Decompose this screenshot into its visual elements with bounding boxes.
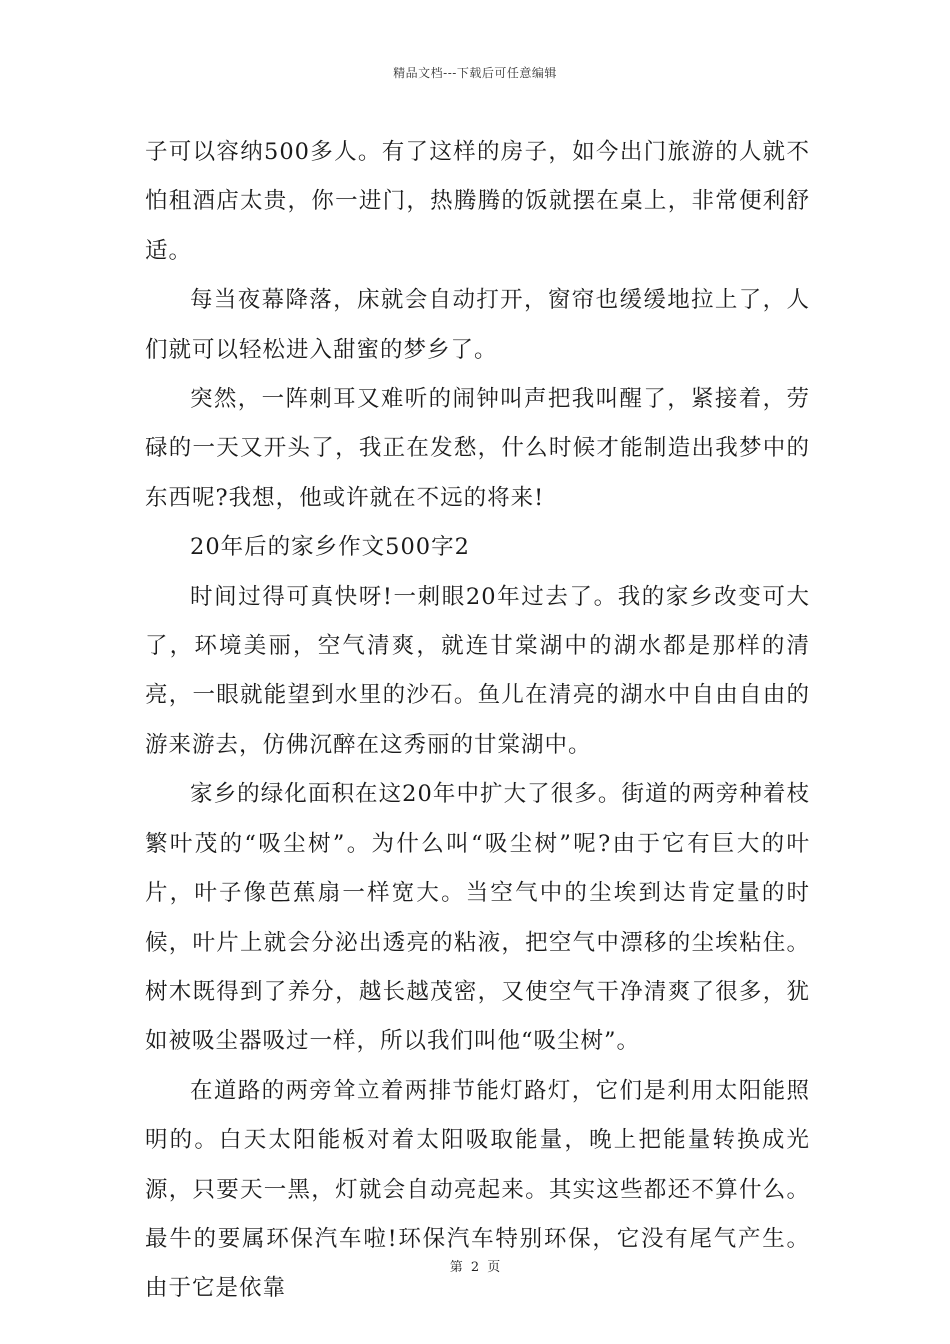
- document-body: [145, 128, 810, 1314]
- paragraph: 子可以容纳500多人。有了这样的房子，如今出门旅游的人就不怕租酒店太贵，你一进门，热腾腾的饭就摆在桌上，非常便利舒适。: [145, 139, 810, 264]
- page-label-prefix: 第: [449, 1260, 463, 1275]
- page-header: 精品文档---下载后可任意编辑: [393, 66, 557, 80]
- paragraph: 时间过得可真快呀!一刺眼20年过去了。我的家乡改变可大了，环境美丽，空气清爽，就连甘棠湖中的湖水都是那样的清亮，一眼就能望到水里的沙石。鱼儿在清亮的湖水中自由自由的游来游去，仿佛沉醉在这秀丽的甘棠湖中。: [145, 583, 810, 758]
- paragraph: 突然，一阵刺耳又难听的闹钟叫声把我叫醒了，紧接着，劳碌的一天又开头了，我正在发愁，什么时候才能制造出我梦中的东西呢?我想，他或许就在不远的将来!: [145, 386, 810, 511]
- page-number: 2: [470, 1260, 480, 1275]
- paragraph: 家乡的绿化面积在这20年中扩大了很多。街道的两旁种着枝繁叶茂的“吸尘树”。为什么叫“吸尘树”呢?由于它有巨大的叶片，叶子像芭蕉扇一样宽大。当空气中的尘埃到达肯定量的时候，叶片上就会分泌出透亮的粘液，把空气中漂移的尘埃粘住。树木既得到了养分，越长越茂密，又使空气干净清爽了很多，犹如被吸尘器吸过一样，所以我们叫他“吸尘树”。: [145, 781, 810, 1055]
- section-heading: 20年后的家乡作文500字2: [190, 534, 470, 561]
- page-footer: [0, 1256, 950, 1275]
- paragraph: 每当夜幕降落，床就会自动打开，窗帘也缓缓地拉上了，人们就可以轻松进入甜蜜的梦乡了。: [145, 287, 810, 363]
- paragraph: 在道路的两旁耸立着两排节能灯路灯，它们是利用太阳能照明的。白天太阳能板对着太阳吸取能量，晚上把能量转换成光源，只要天一黑，灯就会自动亮起来。其实这些都还不算什么。最牛的要属环保汽车啦!环保汽车特别环保，它没有尾气产生。由于它是依靠: [145, 1077, 810, 1302]
- page-label-suffix: 页: [487, 1260, 501, 1275]
